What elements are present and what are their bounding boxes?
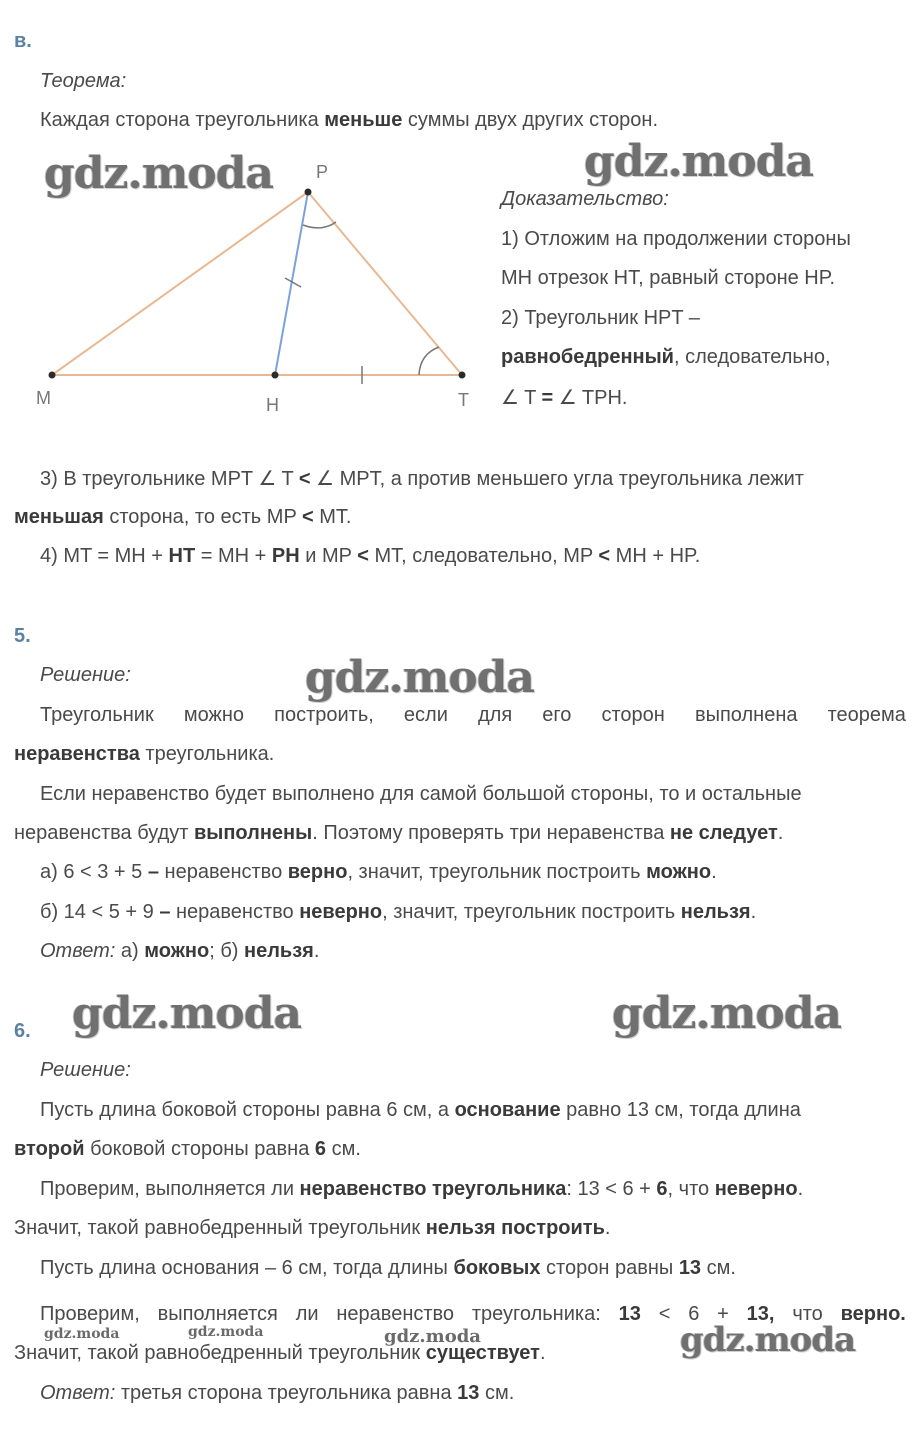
solution-line: Значит, такой равнобедренный треугольник существует. (14, 1342, 546, 1364)
label-t: T (458, 390, 469, 410)
watermark: gdz.moda (188, 1324, 264, 1340)
label-m: M (36, 388, 51, 408)
solution-line: Проверим, выполняется ли неравенство треугольника: 13 < 6 + 6, что неверно. (40, 1178, 804, 1200)
watermark: gdz.moda (584, 136, 814, 187)
proof-label: Доказательство: (501, 188, 669, 210)
side-mp (52, 192, 308, 375)
proof-step-3-cont: меньшая сторона, то есть MP < MT. (14, 506, 352, 528)
proof-line: равнобедренный, следовательно, (501, 346, 831, 368)
point-p (305, 189, 312, 196)
answer: Ответ: а) можно; б) нельзя. (40, 940, 320, 962)
solution-line-justified: Треугольник можно построить, если для его сторон выполнена теорема (40, 704, 906, 726)
answer: Ответ: третья сторона треугольника равна 13 см. (40, 1382, 515, 1404)
solution-line-justified: Проверим, выполняется ли неравенство треугольника: 13 < 6 + 13, что верно. (40, 1303, 906, 1325)
proof-step-3: 3) В треугольнике MPT ∠ T < ∠ MPT, а против меньшего угла треугольника лежит (40, 468, 804, 490)
proof-line: 1) Отложим на продолжении стороны (501, 228, 851, 250)
theorem-label: Теорема: (40, 70, 127, 92)
solution-line: неравенства будут выполнены. Поэтому проверять три неравенства не следует. (14, 822, 784, 844)
label-h: H (266, 395, 279, 415)
proof-line: 2) Треугольник HPT – (501, 307, 700, 329)
angle-arc-t (419, 347, 439, 375)
case-a: а) 6 < 3 + 5 – неравенство верно, значит, треугольник построить можно. (40, 861, 717, 883)
solution-label: Решение: (40, 1059, 131, 1081)
theorem-text: Каждая сторона треугольника меньше суммы двух других сторон. (40, 109, 659, 131)
case-b: б) 14 < 5 + 9 – неравенство неверно, значит, треугольник построить нельзя. (40, 901, 757, 923)
watermark: gdz.moda (384, 1326, 481, 1347)
watermark: gdz.moda (305, 652, 535, 703)
point-t (459, 372, 466, 379)
section-number: 6. (14, 1020, 31, 1042)
solution-line: неравенства треугольника. (14, 743, 275, 765)
section-number: в. (14, 30, 32, 52)
angle-arc-p (303, 222, 336, 228)
point-m (49, 372, 56, 379)
label-p: P (316, 162, 329, 182)
solution-line: Пусть длина основания – 6 см, тогда длины боковых сторон равны 13 см. (40, 1257, 736, 1279)
proof-line: MH отрезок HT, равный стороне HP. (501, 267, 836, 289)
watermark: gdz.moda (72, 988, 302, 1039)
solution-line: Значит, такой равнобедренный треугольник нельзя построить. (14, 1217, 611, 1239)
proof-step-4: 4) MT = MH + HT = MH + PH и MP < MT, следовательно, MP < MH + HP. (40, 545, 701, 567)
solution-line: Пусть длина боковой стороны равна 6 см, а основание равно 13 см, тогда длина (40, 1099, 801, 1121)
solution-label: Решение: (40, 664, 131, 686)
section-number: 5. (14, 625, 31, 647)
proof-line: ∠ T = ∠ TPH. (501, 387, 628, 409)
solution-line: Если неравенство будет выполнено для самой большой стороны, то и остальные (40, 783, 802, 805)
point-h (272, 372, 279, 379)
watermark: gdz.moda (680, 1320, 856, 1360)
watermark: gdz.moda (44, 148, 274, 199)
segment-ph (275, 192, 308, 375)
watermark: gdz.moda (44, 1326, 120, 1342)
solution-line: второй боковой стороны равна 6 см. (14, 1138, 361, 1160)
watermark: gdz.moda (612, 988, 842, 1039)
